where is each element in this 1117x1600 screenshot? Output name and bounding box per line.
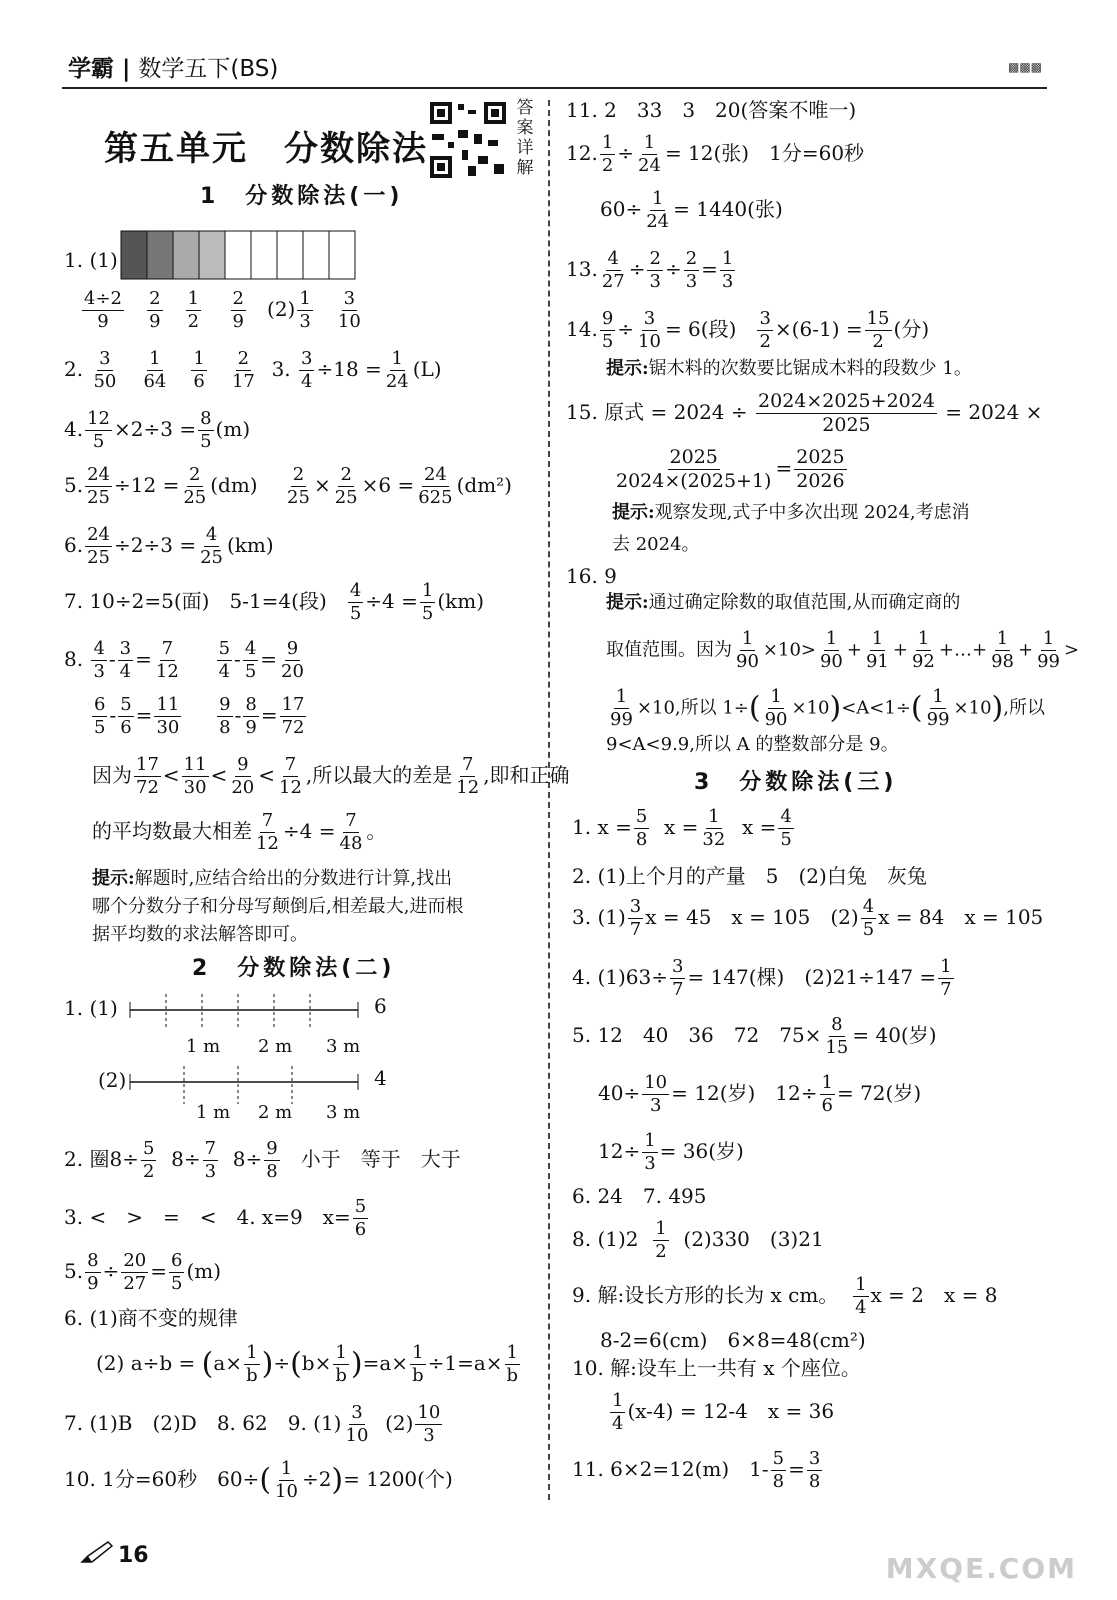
tip-4-line-d: 9<A<9.9,所以 A 的整数部分是 9。 [606, 734, 899, 755]
nl1-label-1m: 1 m [186, 1036, 221, 1057]
brand-logo: 学霸 | 数学五下(BS) [68, 56, 279, 82]
r-q12b-line: 60÷ $\frac{1}{24}$ = 1440(张) [600, 188, 783, 232]
s2-q1b-answer: 4 [374, 1066, 387, 1090]
q8-line-c: 因为 $\frac{17}{72}$ < $\frac{11}{30}$ < $\frac{9}{20}$ < $\frac{7}{12}$ ,所以最大的差是 $\frac{7}{12}$ ,即和正确 [92, 754, 570, 798]
s3-q3-line: 3. (1) $\frac{3}{7}$ x = 45 x = 105 (2) $\frac{4}{5}$ x = 84 x = 105 [572, 896, 1044, 940]
s3-q5b-line: 40÷ $\frac{10}{3}$ = 12(岁) 12÷ $\frac{1}{6}$ = 72(岁) [598, 1072, 922, 1116]
q2-q3-line: 2. $\frac{3}{50}$ $\frac{1}{64}$ $\frac{1}{6}$ $\frac{2}{17}$ 3. $\frac{3}{4}$ ÷18 = $\frac{1}{24}$ (L) [64, 348, 442, 392]
r-q15-line: 15. 原式 = 2024 ÷ $\frac{2024\times 2025+2024}{2025}$ = 2024 × [566, 390, 1043, 436]
q1-label: 1. (1) [64, 248, 118, 272]
section-title-1: 1 分数除法(一) [200, 184, 404, 209]
s3-q4-line: 4. (1)63÷ $\frac{3}{7}$ = 147(棵) (2)21÷147 = $\frac{1}{7}$ [572, 956, 952, 1000]
tip-2: 提示:锯木料的次数要比锯成木料的段数少 1。 [606, 358, 972, 379]
s3-q1-line: 1. x = $\frac{5}{8}$ x = $\frac{1}{32}$ x = $\frac{4}{5}$ [572, 806, 792, 850]
s2-q6-line: 6. (1)商不变的规律 [64, 1306, 238, 1330]
r-q14-line: 14. $\frac{9}{5}$ ÷ $\frac{3}{10}$ = 6(段) $\frac{3}{2}$ ×(6-1) = $\frac{15}{2}$ (分) [566, 308, 930, 352]
r-q12-line: 12. $\frac{1}{2}$ ÷ $\frac{1}{24}$ = 12(张) 1分=60秒 [566, 132, 865, 176]
tip-1-line-b: 哪个分数分子和分母写颠倒后,相差最大,进而根 [92, 896, 464, 917]
column-divider [548, 100, 550, 1500]
s2-q10-line: 10. 1分=60秒 60÷( $\frac{1}{10}$ ÷2)= 1200(个) [64, 1458, 453, 1502]
tip-4-line-b: 取值范围。因为 $\frac{1}{90}$ ×10> $\frac{1}{90}$ + $\frac{1}{91}$ + $\frac{1}{92}$ +…+ $\frac{1}{98}$ + $\frac{1}{99}$ > [606, 628, 1080, 672]
header-decoration: ▩▩▩ [1007, 60, 1042, 74]
qr-code-icon [428, 100, 508, 180]
s2-q7-q9-line: 7. (1)B (2)D 8. 62 9. (1) $\frac{3}{10}$ (2) $\frac{10}{3}$ [64, 1402, 441, 1446]
s3-q9b-line: 8-2=6(cm) 6×8=48(cm²) [600, 1328, 866, 1352]
r-q16-line: 16. 9 [566, 564, 617, 588]
nl2-label-2m: 2 m [258, 1102, 293, 1123]
q5-line: 5. $\frac{24}{25}$ ÷12 = $\frac{2}{25}$ (dm) $\frac{2}{25}$ × $\frac{2}{25}$ ×6 = $\frac{24}{625}$ (dm²) [64, 464, 512, 508]
s2-q3-q4-line: 3. < > = < 4. x=9 x= $\frac{5}{6}$ [64, 1196, 367, 1240]
q6-line: 6. $\frac{24}{25}$ ÷2÷3 = $\frac{4}{25}$ (km) [64, 524, 274, 568]
s3-q9-line: 9. 解:设长方形的长为 x cm。 $\frac{1}{4}$ x = 2 x = 8 [572, 1274, 998, 1318]
s2-q2-line: 2. 圈8÷ $\frac{5}{2}$ 8÷ $\frac{7}{3}$ 8÷ $\frac{9}{8}$ 小于 等于 大于 [64, 1138, 461, 1182]
s3-q10b-line: $\frac{1}{4}$ (x-4) = 12-4 x = 36 [612, 1390, 835, 1434]
q8-line-d: 的平均数最大相差 $\frac{7}{12}$ ÷4 = $\frac{7}{48}$ 。 [92, 810, 387, 854]
section-title-3: 3 分数除法(三) [694, 770, 898, 795]
s2-q1b-label: (2) [98, 1068, 127, 1092]
nl1-label-3m: 3 m [326, 1036, 361, 1057]
s2-q6b-line: (2) a÷b = (a× $\frac{1}{b}$ )÷(b× $\frac{1}{b}$ )=a× $\frac{1}{b}$ ÷1=a× $\frac{1}{b}$ [96, 1342, 519, 1386]
nl2-label-1m: 1 m [196, 1102, 231, 1123]
q4-line: 4. $\frac{12}{5}$ ×2÷3 = $\frac{8}{5}$ (m) [64, 408, 251, 452]
s3-q11-line: 11. 6×2=12(m) 1- $\frac{5}{8}$ = $\frac{3}{8}$ [572, 1448, 821, 1492]
tip-1-line-c: 据平均数的求法解答即可。 [92, 924, 308, 945]
s2-q1-label: 1. (1) [64, 996, 118, 1020]
s2-q5-line: 5. $\frac{8}{9}$ ÷ $\frac{20}{27}$ = $\frac{6}{5}$ (m) [64, 1250, 222, 1294]
shaded-strip [120, 230, 356, 280]
nl1-label-2m: 2 m [258, 1036, 293, 1057]
s3-q6-q7-line: 6. 24 7. 495 [572, 1184, 707, 1208]
s2-q1-answer: 6 [374, 994, 387, 1018]
header-rule [62, 87, 1047, 89]
tip-3-line-b: 去 2024。 [612, 534, 700, 555]
r-q13-line: 13. $\frac{4}{27}$ ÷ $\frac{2}{3}$ ÷ $\frac{2}{3}$ = $\frac{1}{3}$ [566, 248, 734, 292]
tip-4-line-a: 提示:通过确定除数的取值范围,从而确定商的 [606, 592, 961, 613]
q1-fractions: $\frac{4\div 2}{9}$ $\frac{2}{9}$ $\frac{1}{2}$ $\frac{2}{9}$ (2) $\frac{1}{3}$ $\frac{3}{10}$ [84, 288, 361, 332]
section-title-2: 2 分数除法(二) [192, 956, 396, 981]
qr-caption: 答 案 详 解 [516, 98, 534, 178]
tip-1-line-a: 提示:解题时,应结合给出的分数进行计算,找出 [92, 868, 453, 889]
unit-title: 第五单元 分数除法 [104, 129, 428, 169]
tip-4-line-c: $\frac{1}{99}$ ×10,所以 1÷( $\frac{1}{90}$ ×10)<A<1÷( $\frac{1}{99}$ ×10),所以 [610, 686, 1045, 730]
q8-line-a: 8. $\frac{4}{3}$ - $\frac{3}{4}$ = $\frac{7}{12}$ $\frac{5}{4}$ - $\frac{4}{5}$ = $\frac{9}{20}$ [64, 638, 304, 682]
q8-line-b: $\frac{6}{5}$ - $\frac{5}{6}$ = $\frac{11}{30}$ $\frac{9}{8}$ - $\frac{8}{9}$ = $\frac{17}{72}$ [94, 694, 305, 738]
s3-q5-line: 5. 12 40 36 72 75× $\frac{8}{15}$ = 40(岁) [572, 1014, 937, 1058]
watermark: MXQE.COM [885, 1552, 1077, 1585]
nl2-label-3m: 3 m [326, 1102, 361, 1123]
page-header [0, 0, 1117, 95]
pencil-icon [80, 1540, 114, 1566]
q7-line: 7. 10÷2=5(面) 5-1=4(段) $\frac{4}{5}$ ÷4 = $\frac{1}{5}$ (km) [64, 580, 485, 624]
s3-q8-line: 8. (1)2 $\frac{1}{2}$ (2)330 (3)21 [572, 1218, 824, 1262]
s3-q10-line: 10. 解:设车上一共有 x 个座位。 [572, 1356, 861, 1380]
r-q15b-line: $\frac{2025}{2024\times(2025+1)}$ = $\frac{2025}{2026}$ [616, 446, 845, 492]
page-number: 16 [118, 1543, 149, 1568]
s3-q5c-line: 12÷ $\frac{1}{3}$ = 36(岁) [598, 1130, 744, 1174]
s3-q2-line: 2. (1)上个月的产量 5 (2)白兔 灰兔 [572, 864, 927, 888]
tip-3-line-a: 提示:观察发现,式子中多次出现 2024,考虑消 [612, 502, 970, 523]
r-q11-line: 11. 2 33 3 20(答案不唯一) [566, 98, 857, 122]
